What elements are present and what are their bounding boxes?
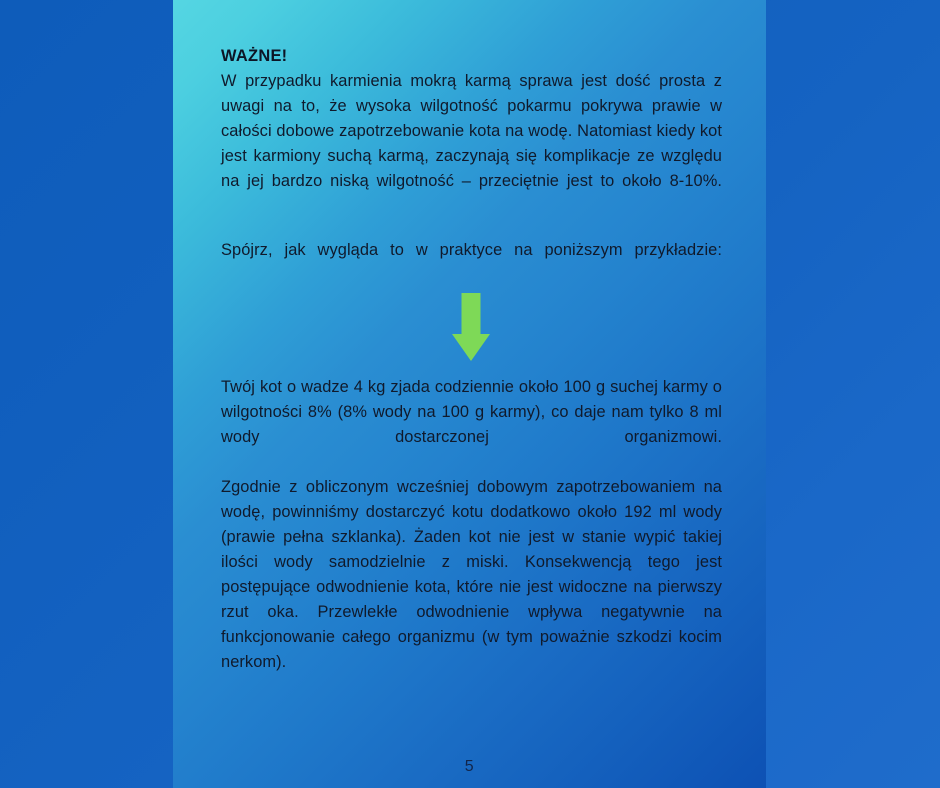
example-block <box>221 375 722 700</box>
example-paragraph-1: Twój kot o wadze 4 kg zjada codziennie około 100 g suchej karmy o wilgotności 8% (8% wody na 100 g karmy), co daje nam tylko 8 ml wody dostarczonej organizmowi. <box>221 378 722 446</box>
slide-page <box>173 0 766 788</box>
important-body-text: W przypadku karmienia mokrą karmą sprawa jest dość prosta z uwagi na to, że wysoka wilgotność pokarmu pokrywa prawie w całości dobowe zapotrzebowanie kota na wodę. Natomiast kiedy kot jest karmiony suchą karmą, zaczynają się komplikacje ze względu na jej bardzo niską wilgotność – przeciętnie jest to około 8-10%. <box>221 72 722 190</box>
important-block <box>221 44 722 219</box>
important-heading: WAŻNE! <box>221 47 288 65</box>
look-block <box>221 238 722 288</box>
page-number: 5 <box>464 758 475 775</box>
down-arrow-shape <box>452 293 490 361</box>
down-arrow-icon <box>452 293 490 361</box>
down-arrow-polygon <box>452 293 490 361</box>
look-body-text: Spójrz, jak wygląda to w praktyce na poniższym przykładzie: <box>221 241 722 259</box>
slide-content <box>221 0 722 788</box>
example-paragraph-2: Zgodnie z obliczonym wcześniej dobowym zapotrzebowaniem na wodę, powinniśmy dostarczyć kotu dodatkowo około 192 ml wody (prawie pełna szklanka). Żaden kot nie jest w stanie wypić takiej ilości wody samodzielnie z miski. Konsekwencją tego jest postępujące odwodnienie kota, które nie jest widoczne na pierwszy rzut oka. Przewlekłe odwodnienie wpływa negatywnie na funkcjonowanie całego organizmu (w tym poważnie szkodzi kocim nerkom). <box>221 478 722 671</box>
